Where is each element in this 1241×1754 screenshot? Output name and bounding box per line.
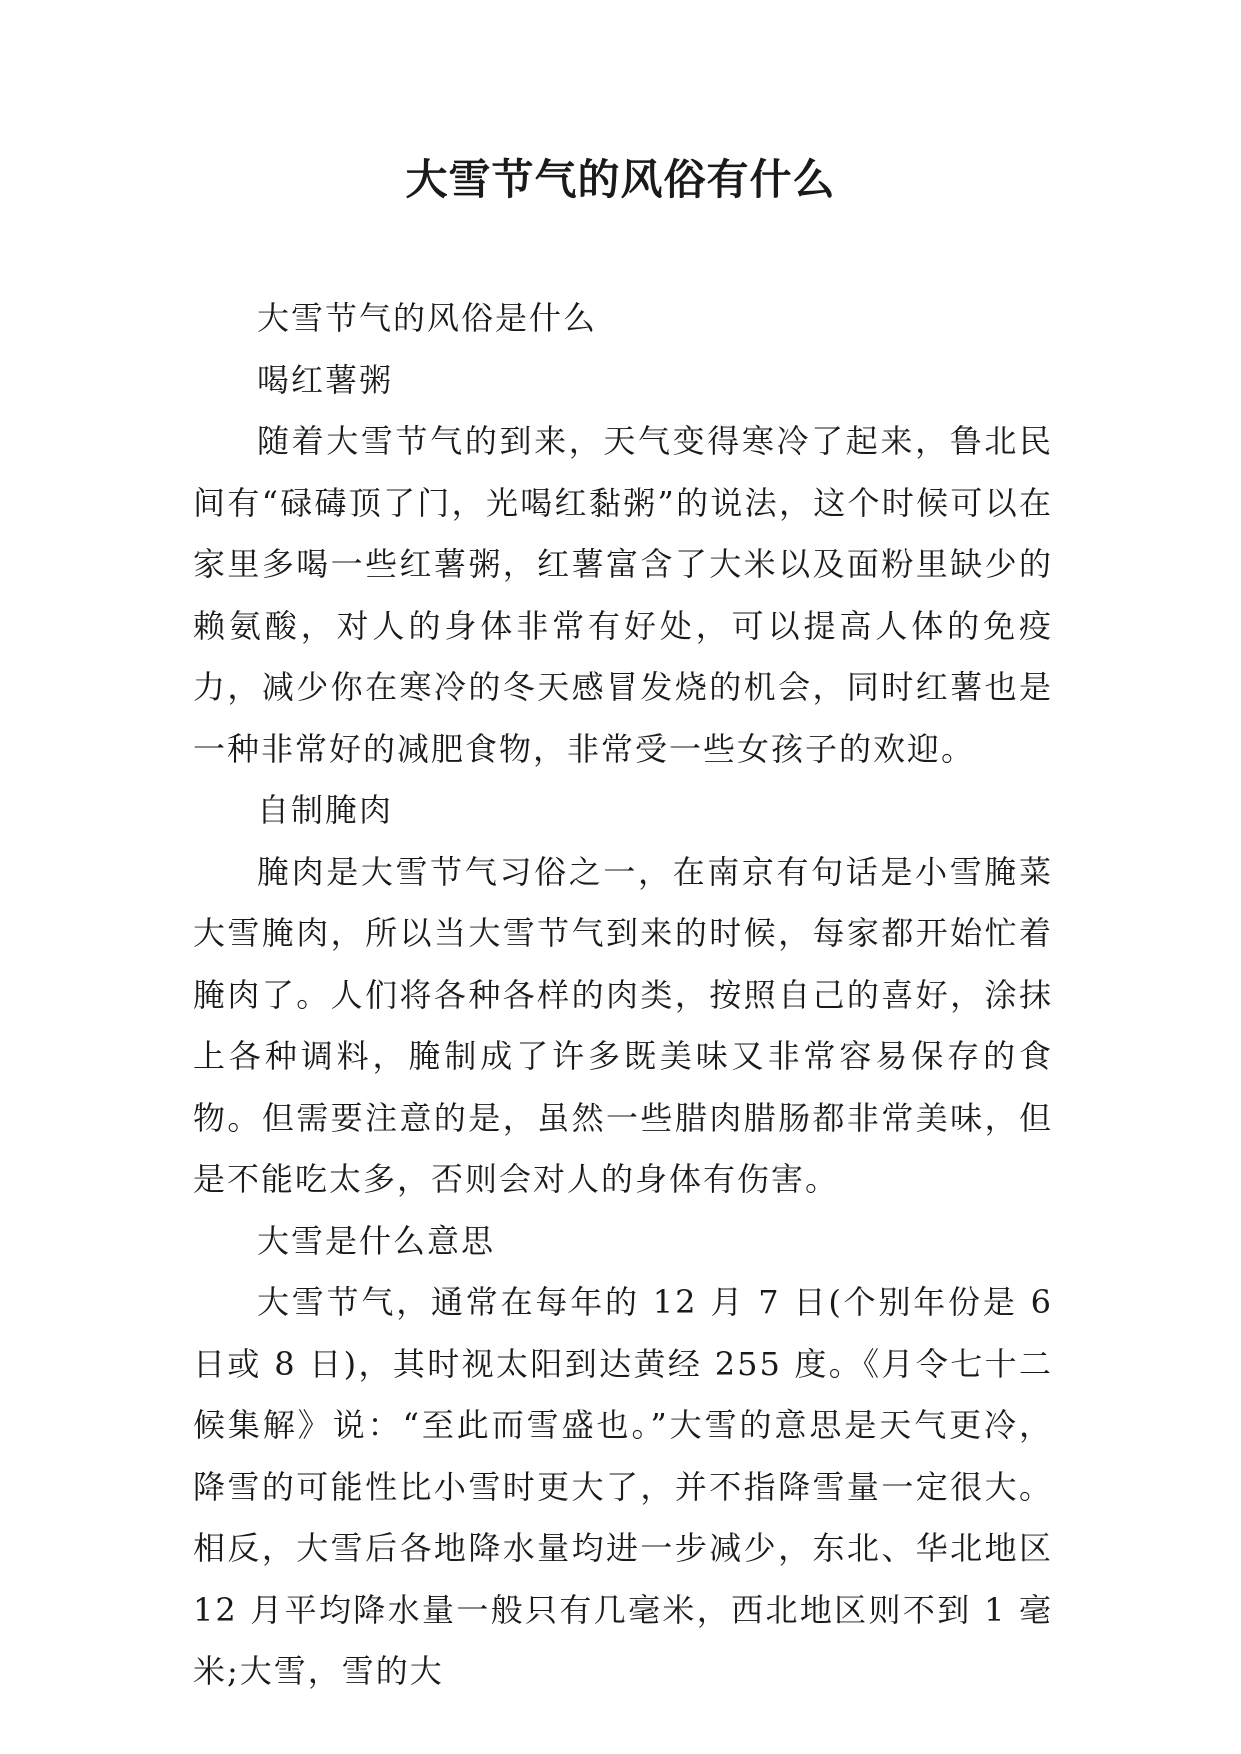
document-title: 大雪节气的风俗有什么 — [405, 155, 836, 204]
section-heading: 大雪是什么意思 — [257, 1221, 496, 1260]
subheading: 喝红薯粥 — [257, 360, 394, 399]
section-heading: 大雪节气的风俗是什么 — [257, 299, 598, 337]
paragraph: 大雪节气，通常在每年的 12 月 7 日(个别年份是 6 日或 8 日)，其时视太阳到达黄经 255 度。《月令七十二候集解》说：“至此而雪盛也。”大雪的意思是天气更冷，降雪的可能性比小雪时更大了，并不指降雪量一定很大。相反，大雪后各地降水量均进一步减少，东北、华北地区 12 月平均降水量一般只有几毫米，西北地区则不到 1 毫米;大雪，雪的大 — [193, 1283, 1053, 1690]
paragraph: 随着大雪节气的到来，天气变得寒冷了起来，鲁北民间有“碌碡顶了门，光喝红黏粥”的说法，这个时候可以在家里多喝一些红薯粥，红薯富含了大米以及面粉里缺少的赖氨酸，对人的身体非常有好处，可以提高人体的免疫力，减少你在寒冷的冬天感冒发烧的机会，同时红薯也是一种非常好的减肥食物，非常受一些女孩子的欢迎。 — [193, 422, 1053, 768]
subheading: 自制腌肉 — [257, 791, 394, 829]
document-body — [193, 288, 1053, 1703]
paragraph: 腌肉是大雪节气习俗之一，在南京有句话是小雪腌菜大雪腌肉，所以当大雪节气到来的时候，每家都开始忙着腌肉了。人们将各种各样的肉类，按照自己的喜好，涂抹上各种调料，腌制成了许多既美味又非常容易保存的食物。但需要注意的是，虽然一些腊肉腊肠都非常美味，但是不能吃太多，否则会对人的身体有伤害。 — [193, 852, 1053, 1198]
